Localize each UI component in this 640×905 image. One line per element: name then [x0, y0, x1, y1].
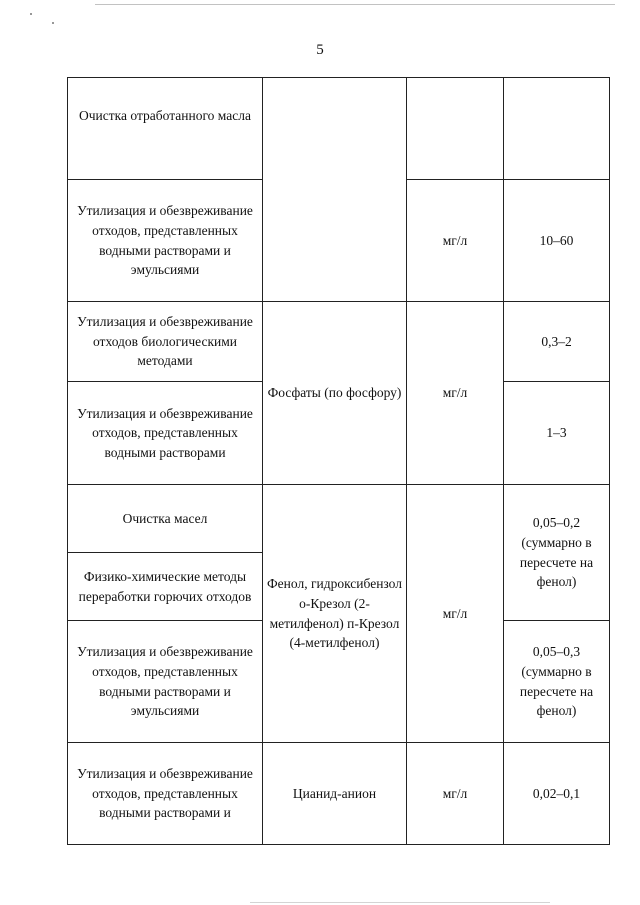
unit-cell: мг/л	[407, 485, 504, 743]
unit-cell: мг/л	[407, 743, 504, 845]
process-cell: Очистка отработанного масла	[68, 78, 263, 180]
unit-cell: мг/л	[407, 302, 504, 485]
value-cell: 10–60	[504, 180, 610, 302]
unit-cell: мг/л	[407, 180, 504, 302]
unit-cell	[407, 78, 504, 180]
value-cell: 0,05–0,3 (суммарно в пересчете на фенол)	[504, 621, 610, 743]
substance-cell: Фосфаты (по фосфору)	[263, 302, 407, 485]
process-cell: Утилизация и обезвреживание отходов, представленных водными растворами и эмульсиями	[68, 621, 263, 743]
table-row	[68, 302, 610, 382]
table-row	[68, 743, 610, 845]
table-row	[68, 78, 610, 180]
scan-artifact-dot	[52, 22, 54, 24]
scan-artifact-line	[250, 902, 550, 903]
substance-cell	[263, 78, 407, 302]
page-number: 5	[316, 42, 324, 58]
process-cell: Очистка масел	[68, 485, 263, 553]
substance-cell: Цианид-анион	[263, 743, 407, 845]
value-cell: 0,02–0,1	[504, 743, 610, 845]
data-table	[67, 77, 610, 845]
process-cell: Утилизация и обезвреживание отходов, представленных водными растворами и эмульсиями	[68, 180, 263, 302]
scan-artifact-dot	[30, 13, 32, 15]
value-cell: 0,05–0,2 (суммарно в пересчете на фенол)	[504, 485, 610, 621]
substance-cell: Фенол, гидроксибензол о-Крезол (2-метилфенол) п-Крезол (4-метилфенол)	[263, 485, 407, 743]
value-cell	[504, 78, 610, 180]
process-cell: Физико-химические методы переработки горючих отходов	[68, 553, 263, 621]
scan-artifact-line	[95, 4, 615, 5]
process-cell: Утилизация и обезвреживание отходов, представленных водными растворами	[68, 382, 263, 485]
value-cell: 1–3	[504, 382, 610, 485]
value-cell: 0,3–2	[504, 302, 610, 382]
table-row	[68, 485, 610, 553]
process-cell: Утилизация и обезвреживание отходов, представленных водными растворами и	[68, 743, 263, 845]
process-cell: Утилизация и обезвреживание отходов биологическими методами	[68, 302, 263, 382]
